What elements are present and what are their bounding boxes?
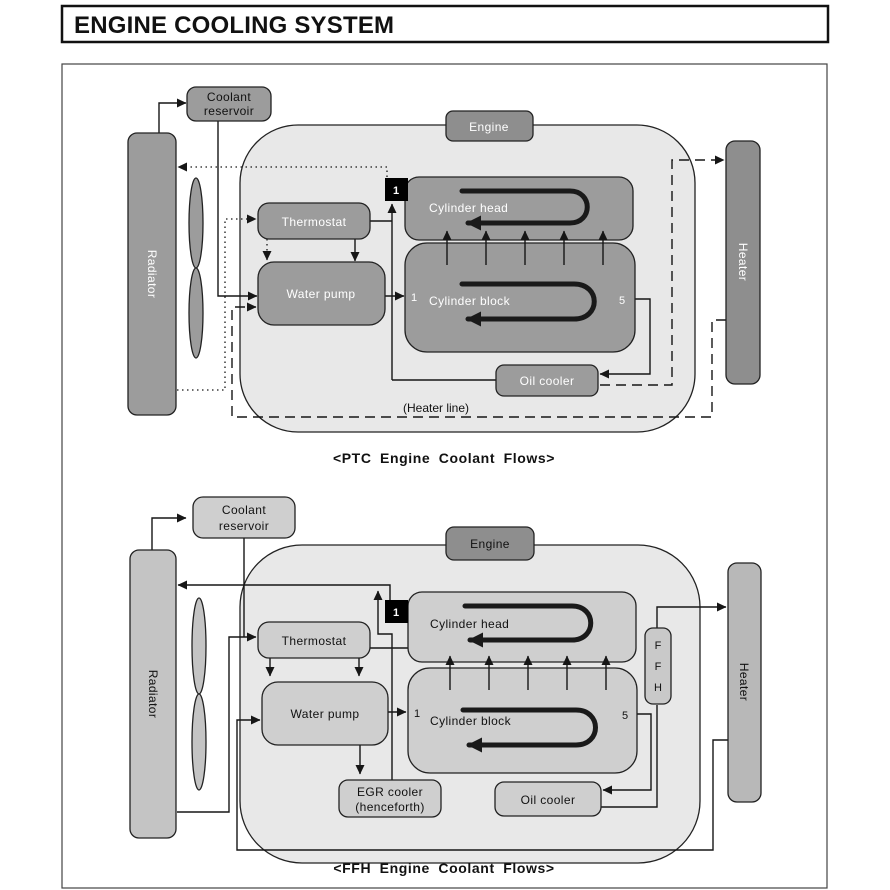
ptc-thermostat-label: Thermostat (281, 215, 347, 229)
ffh-reservoir-label-2: reservoir (218, 519, 270, 533)
ffh-port-badge-label: 1 (392, 607, 400, 619)
ffh-reservoir-label-1: Coolant (221, 503, 267, 517)
ptc-heater-label: Heater (736, 242, 750, 282)
ptc-port-badge-label: 1 (392, 185, 400, 197)
ffh-engine-label: Engine (470, 537, 510, 551)
ffh-unit-letter-1: F (654, 640, 662, 652)
ffh-unit-letter-2: F (654, 661, 662, 673)
ffh-water-pump-label: Water pump (290, 707, 360, 721)
ffh-cylinder-head-label: Cylinder head (430, 617, 510, 631)
ffh-port-5: 5 (622, 710, 629, 722)
ptc-port-5: 5 (619, 295, 626, 307)
ffh-port-1: 1 (414, 708, 421, 720)
page-title: ENGINE COOLING SYSTEM (74, 12, 395, 39)
ffh-caption: <FFH Engine Coolant Flows> (333, 860, 555, 876)
ffh-heater-label: Heater (737, 662, 751, 702)
ffh-oil-cooler-label: Oil cooler (520, 793, 576, 807)
ptc-water-pump-label: Water pump (286, 287, 356, 301)
ffh-cylinder-block-label: Cylinder block (430, 714, 511, 728)
ptc-heater-line-note: (Heater line) (403, 401, 470, 415)
ffh-thermostat-label: Thermostat (281, 634, 347, 648)
fan-blade-icon (192, 694, 206, 790)
ptc-reservoir-label-1: Coolant (206, 90, 252, 104)
ptc-cylinder-head-label: Cylinder head (429, 201, 509, 215)
ffh-egr-label-2: (henceforth) (355, 800, 425, 814)
ffh-unit-letter-3: H (654, 682, 662, 694)
ptc-engine-label: Engine (469, 120, 509, 134)
fan-blade-icon (189, 178, 203, 268)
ffh-egr-label-1: EGR cooler (356, 785, 424, 799)
ptc-cylinder-block-label: Cylinder block (429, 294, 510, 308)
ptc-oil-cooler-label: Oil cooler (519, 374, 575, 388)
ptc-radiator-label: Radiator (145, 249, 159, 299)
title-bar (62, 6, 828, 42)
ptc-reservoir-label-2: reservoir (203, 104, 255, 118)
fan-blade-icon (189, 268, 203, 358)
ptc-caption: <PTC Engine Coolant Flows> (332, 450, 556, 466)
ffh-radiator-label: Radiator (146, 669, 160, 719)
fan-blade-icon (192, 598, 206, 694)
ptc-port-1: 1 (411, 292, 418, 304)
